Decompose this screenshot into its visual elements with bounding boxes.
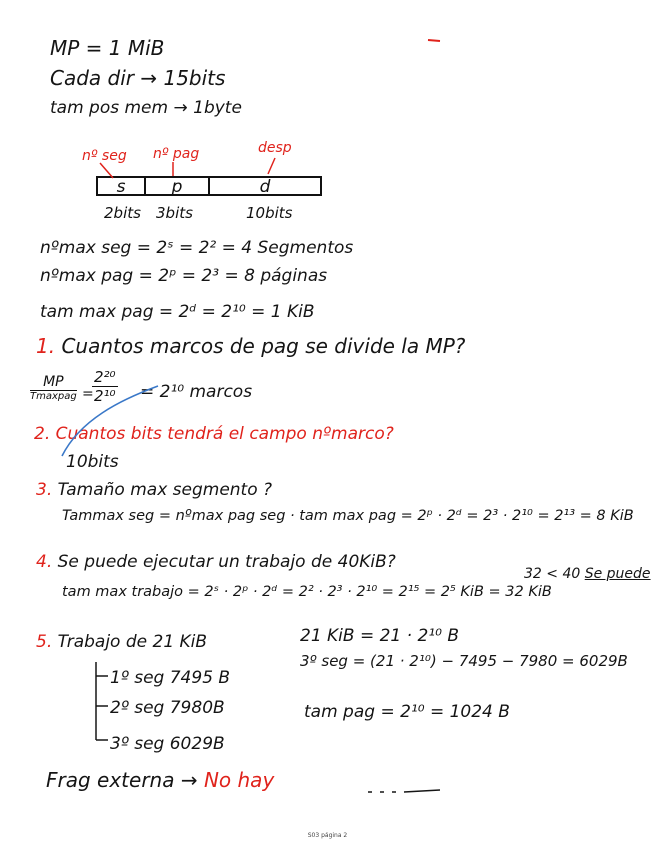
arrow-seg	[100, 163, 113, 178]
frag-externa-label: Frag externa →	[46, 768, 198, 792]
frag-externa-value: No hay	[203, 768, 275, 792]
question-3-number: 3.	[36, 480, 53, 500]
marcos-result: = 2¹⁰ marcos	[140, 382, 253, 402]
tam-max-pag-formula: tam max pag = 2ᵈ = 2¹⁰ = 1 KiB	[40, 302, 315, 322]
field-label-desp: desp	[258, 140, 292, 156]
field-p: p	[146, 178, 210, 194]
max-seg-formula: nºmax seg = 2ˢ = 2² = 4 Segmentos	[40, 238, 354, 258]
side-note-result: Se puede	[584, 566, 651, 582]
field-s: s	[98, 178, 146, 194]
arrow-desp	[268, 158, 275, 174]
fraction-powers-num: 2²⁰	[94, 368, 116, 386]
page-footer: S03 página 2	[307, 832, 348, 839]
answer-4: tam max trabajo = 2ˢ · 2ᵖ · 2ᵈ = 2² · 2³ · 2¹⁰ = 2¹⁵ = 2⁵ KiB = 32 KiB	[62, 584, 552, 600]
fraction-mp-num: MP	[30, 374, 77, 391]
cada-dir: Cada dir → 15bits	[50, 66, 226, 90]
equals-sign: =	[82, 386, 94, 402]
blue-link-arc	[62, 386, 158, 456]
side-note-comparison: 32 < 40	[524, 566, 581, 582]
bottom-scribble	[368, 790, 440, 792]
field-label-seg: nº seg	[82, 148, 127, 164]
field-d: d	[259, 177, 271, 197]
max-pag-formula: nºmax pag = 2ᵖ = 2³ = 8 páginas	[40, 266, 328, 286]
calc-tam-pag: tam pag = 2¹⁰ = 1024 B	[304, 702, 510, 722]
bits-label-s: 2bits	[104, 204, 141, 222]
segment-1: 1º seg 7495 B	[110, 668, 231, 688]
mp-size: MP = 1 MiB	[50, 36, 165, 60]
question-1-number: 1.	[36, 334, 56, 358]
question-5: 5. Trabajo de 21 KiB	[36, 632, 208, 652]
answer-2: 10bits	[66, 452, 119, 472]
calc-21kib: 21 KiB = 21 · 2¹⁰ B	[300, 626, 459, 646]
calc-3rd-seg: 3º seg = (21 · 2¹⁰) − 7495 − 7980 = 6029B	[300, 652, 628, 670]
fraction-mp-den: Tmaxpag	[30, 391, 77, 402]
bits-label-d: 10bits	[246, 204, 293, 222]
segment-2: 2º seg 7980B	[110, 698, 225, 718]
fraction-powers-den: 2¹⁰	[94, 387, 116, 405]
answer-3: Tammax seg = nºmax pag seg · tam max pag = 2ᵖ · 2ᵈ = 2³ · 2¹⁰ = 2¹³ = 8 KiB	[62, 508, 634, 524]
red-dash-mark	[428, 40, 440, 41]
field-label-pag: nº pag	[153, 146, 200, 162]
question-2-text: 2. Cuantos bits tendrá el campo nºmarco?	[34, 424, 394, 444]
question-5-number: 5.	[36, 632, 53, 652]
segment-3: 3º seg 6029B	[110, 734, 225, 754]
tam-pos-mem: tam pos mem → 1byte	[50, 98, 242, 118]
question-4-number: 4.	[36, 552, 53, 572]
question-1: 1. Cuantos marcos de pag se divide la MP?	[36, 334, 466, 358]
question-4: 4. Se puede ejecutar un trabajo de 40KiB?	[36, 552, 396, 572]
bits-label-p: 3bits	[156, 204, 193, 222]
question-3: 3. Tamaño max segmento ?	[36, 480, 273, 500]
